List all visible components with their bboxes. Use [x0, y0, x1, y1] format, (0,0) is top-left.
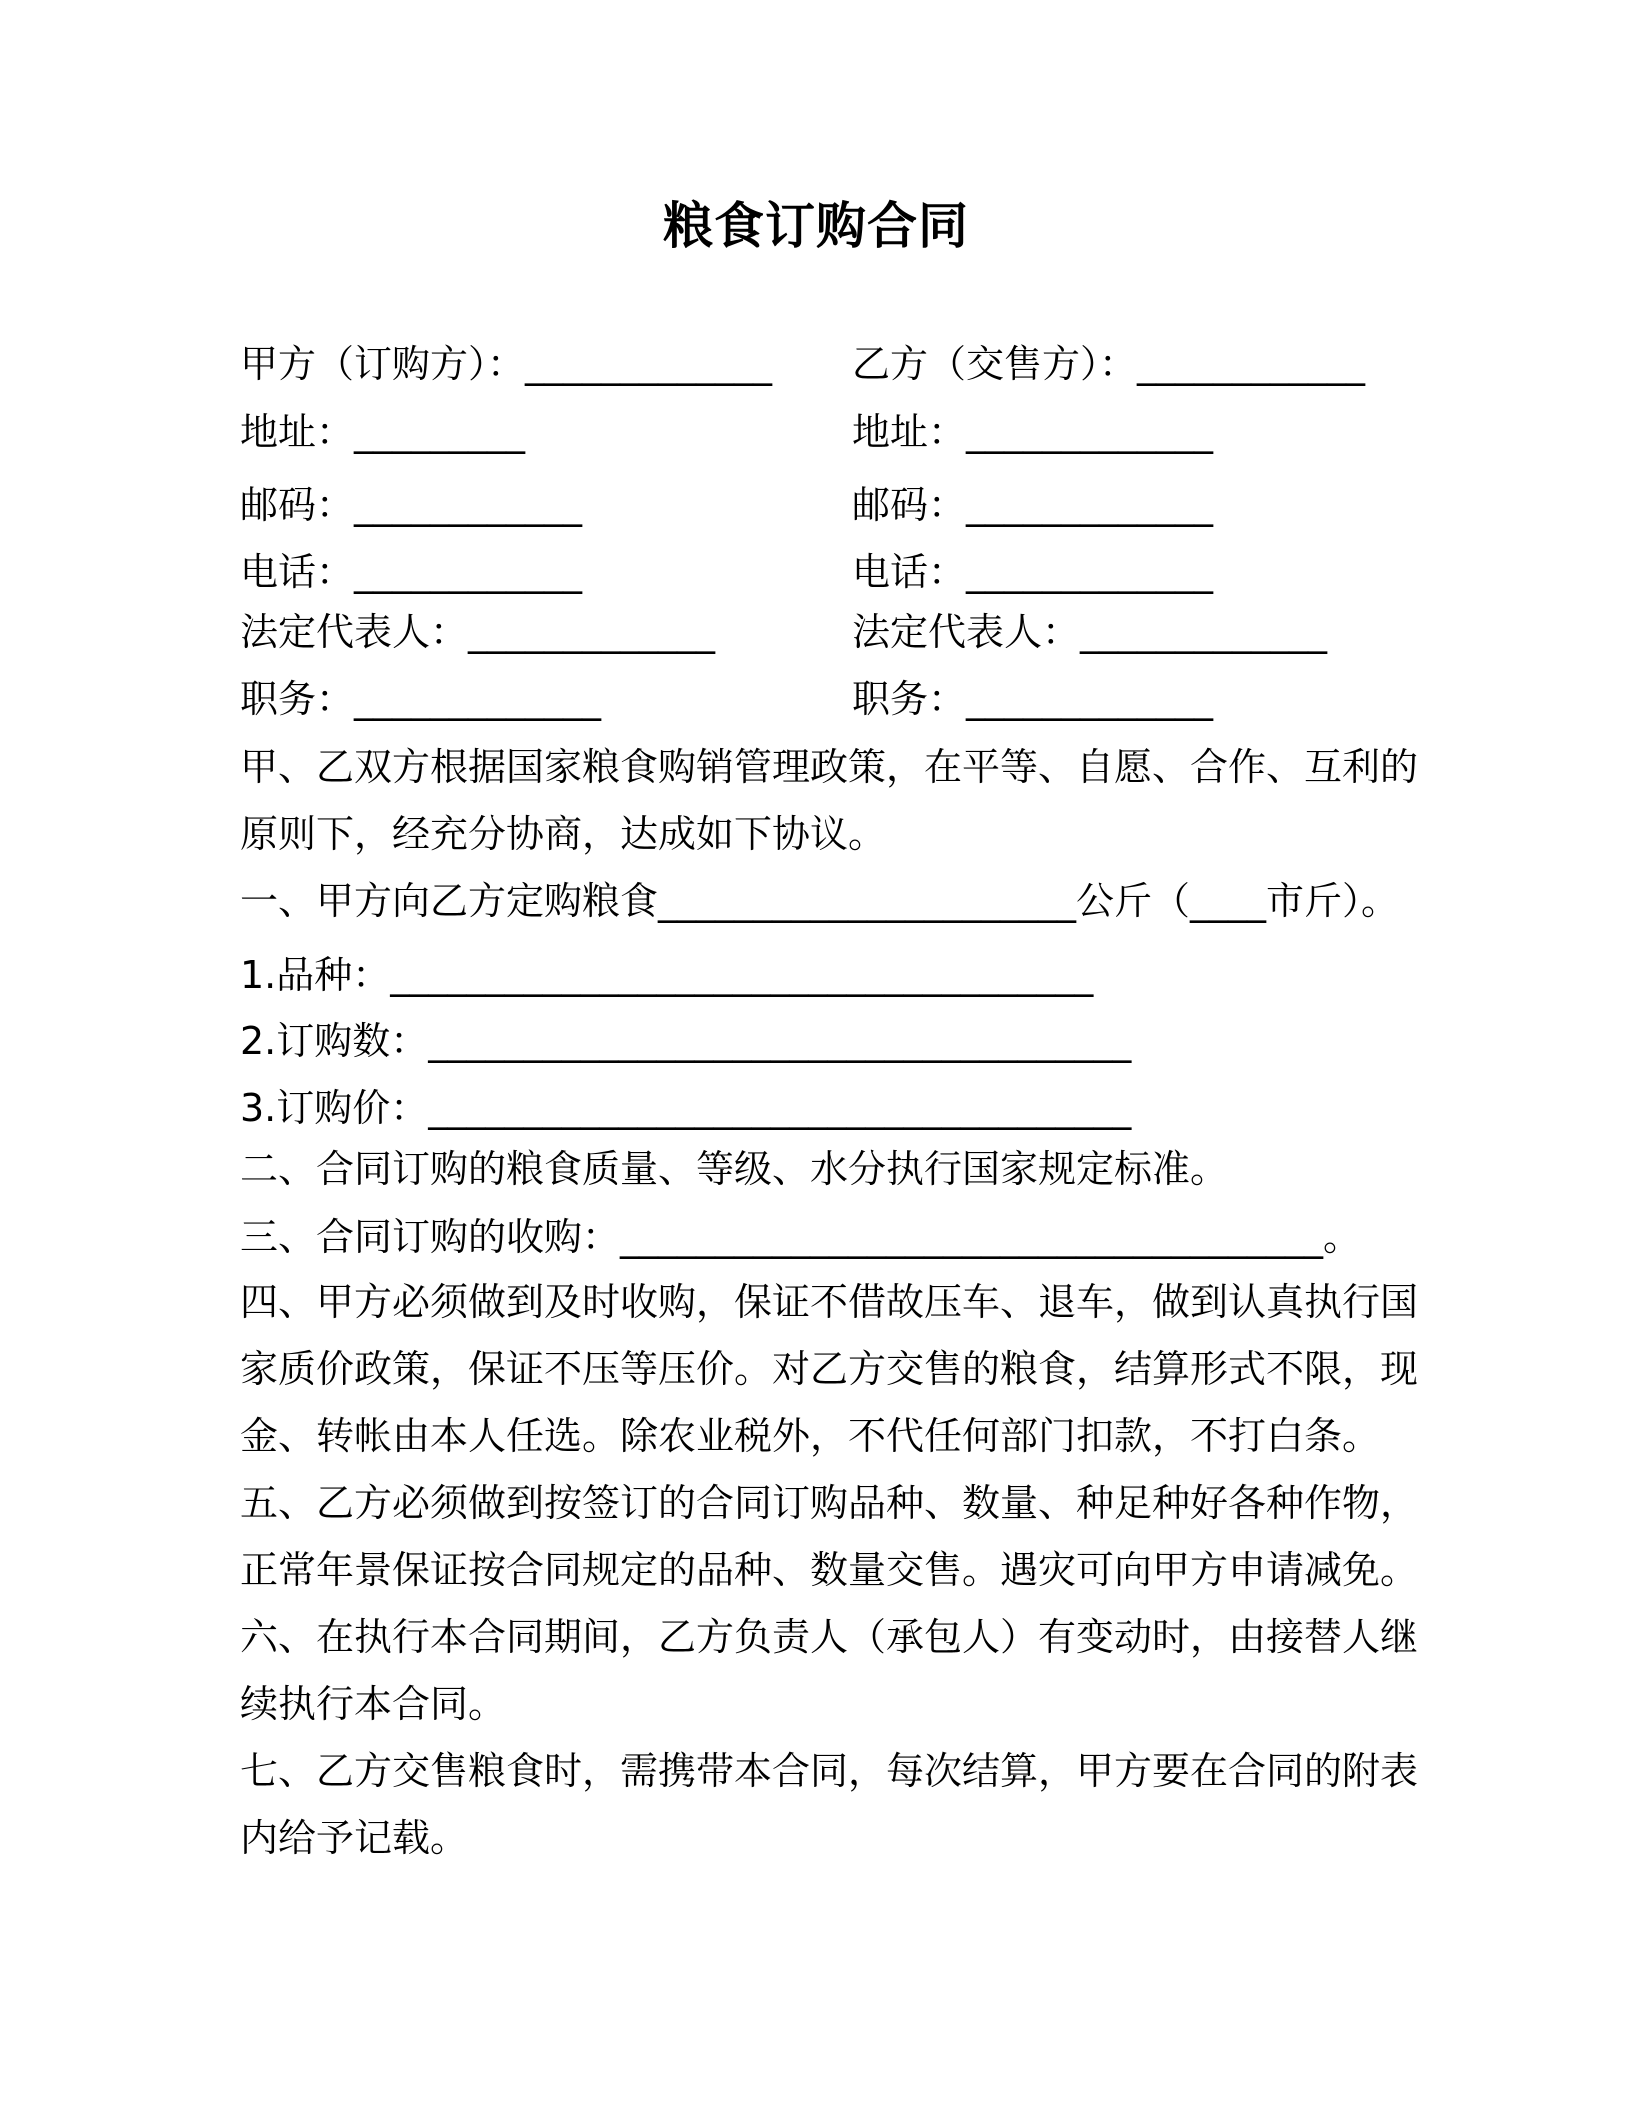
- preamble-line-1: 甲、乙双方根据国家粮食购销管理政策，在平等、自愿、合作、互利的: [240, 745, 1419, 789]
- party-a-position-field: 职务：_____________: [240, 677, 602, 721]
- party-a-legal-rep-field: 法定代表人：_____________: [240, 610, 716, 654]
- clause-2-line: 二、合同订购的粮食质量、等级、水分执行国家规定标准。: [240, 1147, 1229, 1191]
- clause-6-line-1: 六、在执行本合同期间，乙方负责人（承包人）有变动时，由接替人继: [240, 1615, 1419, 1659]
- clause-1-variety: 1.品种：_____________________________________: [240, 953, 1094, 997]
- party-a-address-field: 地址：_________: [240, 410, 526, 454]
- clause-7-line-2: 内给予记载。: [240, 1816, 469, 1860]
- clause-1-quantity: 2.订购数：_____________________________________: [240, 1019, 1132, 1063]
- party-b-address-field: 地址：_____________: [852, 410, 1214, 454]
- party-b-legal-rep-field: 法定代表人：_____________: [852, 610, 1328, 654]
- clause-3-line: 三、合同订购的收购：_____________________________________。: [240, 1215, 1362, 1259]
- clause-1-price: 3.订购价：_____________________________________: [240, 1086, 1132, 1130]
- party-a-name-field: 甲方（订购方）：_____________: [240, 342, 773, 386]
- document-title: 粮食订购合同: [663, 197, 969, 255]
- party-b-phone-field: 电话：_____________: [852, 550, 1214, 594]
- clause-5-line-2: 正常年景保证按合同规定的品种、数量交售。遇灾可向甲方申请减免。: [240, 1548, 1419, 1592]
- clause-4-line-2: 家质价政策，保证不压等压价。对乙方交售的粮食，结算形式不限，现: [240, 1347, 1419, 1391]
- party-b-position-field: 职务：_____________: [852, 677, 1214, 721]
- preamble-line-2: 原则下，经充分协商，达成如下协议。: [240, 812, 887, 856]
- clause-4-line-1: 四、甲方必须做到及时收购，保证不借故压车、退车，做到认真执行国: [240, 1280, 1419, 1324]
- clause-4-line-3: 金、转帐由本人任选。除农业税外，不代任何部门扣款，不打白条。: [240, 1414, 1381, 1458]
- clause-7-line-1: 七、乙方交售粮食时，需携带本合同，每次结算，甲方要在合同的附表: [240, 1749, 1419, 1793]
- party-b-postcode-field: 邮码：_____________: [852, 483, 1214, 527]
- clause-6-line-2: 续执行本合同。: [240, 1682, 507, 1726]
- clause-5-line-1: 五、乙方必须做到按签订的合同订购品种、数量、种足种好各种作物，: [240, 1481, 1419, 1525]
- party-a-phone-field: 电话：____________: [240, 550, 583, 594]
- clause-1-line: 一、甲方向乙方定购粮食______________________公斤（____市斤）。: [240, 879, 1400, 923]
- party-b-name-field: 乙方（交售方）：____________: [852, 342, 1366, 386]
- party-a-postcode-field: 邮码：____________: [240, 483, 583, 527]
